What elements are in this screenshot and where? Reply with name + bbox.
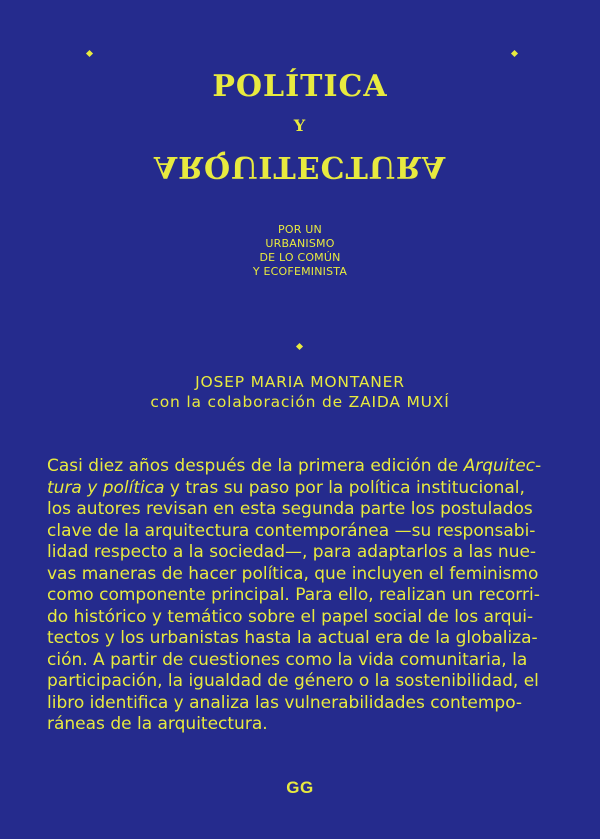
diamond-ornament-icon [296, 343, 303, 350]
title-line-1: POLÍTICA [212, 69, 388, 104]
blurb-line: participación, la igualdad de género o la sostenibilidad, el [47, 671, 539, 691]
diamond-ornament-icon [511, 50, 518, 57]
subtitle-line: DE LO COMÚN [259, 251, 341, 264]
author-collaborator: con la colaboración de ZAIDA MUXÍ [150, 393, 450, 411]
blurb-text [47, 456, 555, 736]
subtitle-line: URBANISMO [265, 237, 335, 250]
subtitle-line: Y ECOFEMINISTA [252, 265, 348, 278]
publisher-logo: GG [286, 778, 314, 797]
blurb-line: como componente principal. Para ello, realizan un recorri- [47, 585, 540, 605]
blurb-line: clave de la arquitectura contemporánea —su responsabi- [47, 520, 536, 541]
title-line-2: Y [293, 116, 307, 135]
blurb-italic-span: tura y política [47, 477, 165, 498]
blurb-line: los autores revisan en esta segunda parte los postulados [47, 499, 533, 519]
blurb-line: libro identifica y analiza las vulnerabilidades contempo- [47, 692, 523, 713]
blurb-line: ción. A partir de cuestiones como la vida comunitaria, la [47, 649, 528, 670]
title-line-3-mirrored: ARQUITECTURA [153, 149, 447, 184]
blurb-line: ráneas de la arquitectura. [47, 714, 268, 734]
blurb-line: tectos y los urbanistas hasta la actual era de la globaliza- [47, 628, 538, 648]
blurb-line [47, 478, 555, 500]
blurb-line: do histórico y temático sobre el papel social de los arqui- [47, 606, 534, 627]
blurb-text-span: y tras su paso por la política institucional, [164, 477, 525, 498]
blurb-text-span: Casi diez años después de la primera edición de [47, 456, 464, 476]
authors [0, 372, 600, 412]
blurb-line: lidad respecto a la sociedad—, para adaptarlos a las nue- [47, 542, 537, 562]
blurb-italic-span: Arquitec- [463, 456, 542, 476]
author-main: JOSEP MARIA MONTANER [195, 373, 405, 391]
diamond-ornament-icon [86, 50, 93, 57]
subtitle [0, 223, 600, 279]
blurb-line: vas maneras de hacer política, que incluyen el feminismo [47, 563, 539, 584]
subtitle-line: POR UN [278, 223, 322, 236]
blurb-line [47, 456, 555, 478]
